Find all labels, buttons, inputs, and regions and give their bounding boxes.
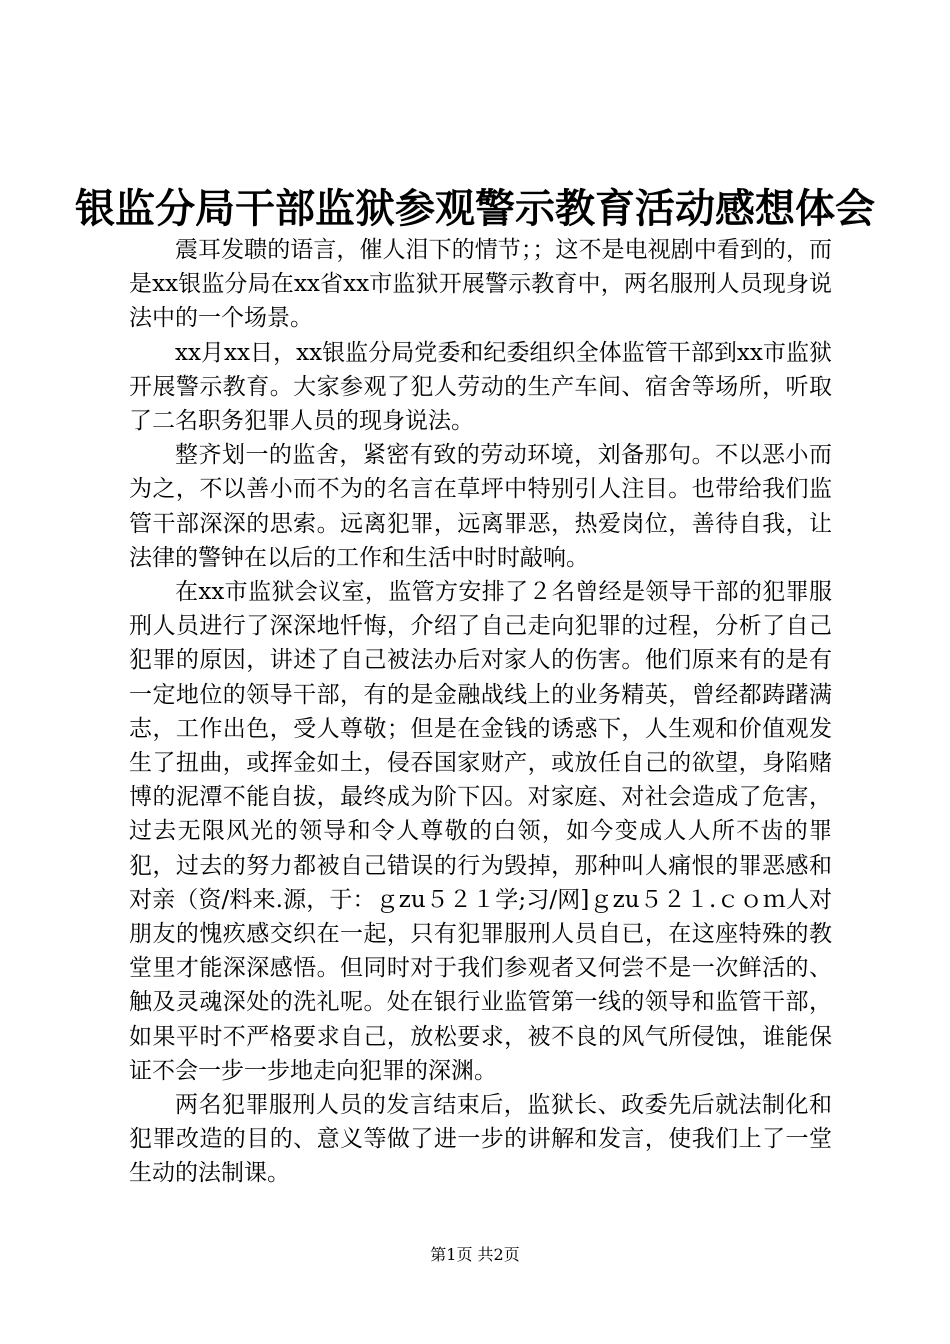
paragraph-2: xx月xx日，xx银监分局党委和纪委组织全体监管干部到xx市监狱开展警示教育。大家参观了犯人劳动的生产车间、宿舍等场所，听取了二名职务犯罪人员的现身说法。	[129, 339, 832, 435]
paragraph-1: 震耳发聩的语言，催人泪下的情节；；这不是电视剧中看到的，而是xx银监分局在xx省xx市监狱开展警示教育中，两名服刑人员现身说法中的一个场景。	[129, 237, 832, 332]
page-footer: 第1页 共2页	[430, 1245, 520, 1264]
document-body	[129, 233, 832, 1191]
paragraph-5: 两名犯罪服刑人员的发言结束后，监狱长、政委先后就法制化和犯罪改造的目的、意义等做了进一步的讲解和发言，使我们上了一堂生动的法制课。	[129, 1092, 832, 1187]
paragraph-4: 在xx市监狱会议室，监管方安排了２名曾经是领导干部的犯罪服刑人员进行了深深地忏悔，介绍了自己走向犯罪的过程，分析了自己犯罪的原因，讲述了自己被法办后对家人的伤害。他们原来有的是有一定地位的领导干部，有的是金融战线上的业务精英，曾经都踌躇满志，工作出色，受人尊敬；但是在金钱的诱惑下，人生观和价值观发生了扭曲，或挥金如土，侵吞国家财产，或放任自己的欲望，身陷赌博的泥潭不能自拔，最终成为阶下囚。对家庭、对社会造成了危害，过去无限风光的领导和令人尊敬的白领，如今变成人人所不齿的罪犯，过去的努力都被自己错误的行为毁掉，那种叫人痛恨的罪恶感和对亲（资/料来.源，于：ｇzu５２１学;习/网]ｇzu５２１.ｃｏｍ人对朋友的愧疚感交织在一起，只有犯罪服刑人员自已，在这座特殊的教堂里才能深深感悟。但同时对于我们参观者又何尝不是一次鲜活的、触及灵魂深处的洗礼呢。处在银行业监管第一线的领导和监管干部，如果平时不严格要求自己，放松要求，被不良的风气所侵蚀，谁能保证不会一步一步地走向犯罪的深渊。	[129, 579, 832, 1084]
document-title: 银监分局干部监狱参观警示教育活动感想体会	[75, 185, 875, 232]
paragraph-3: 整齐划一的监舍，紧密有致的劳动环境，刘备那句。不以恶小而为之，不以善小而不为的名言在草坪中特别引人注目。也带给我们监管干部深深的思索。远离犯罪，远离罪恶，热爱岗位，善待自我，让法律的警钟在以后的工作和生活中时时敲响。	[129, 442, 832, 571]
